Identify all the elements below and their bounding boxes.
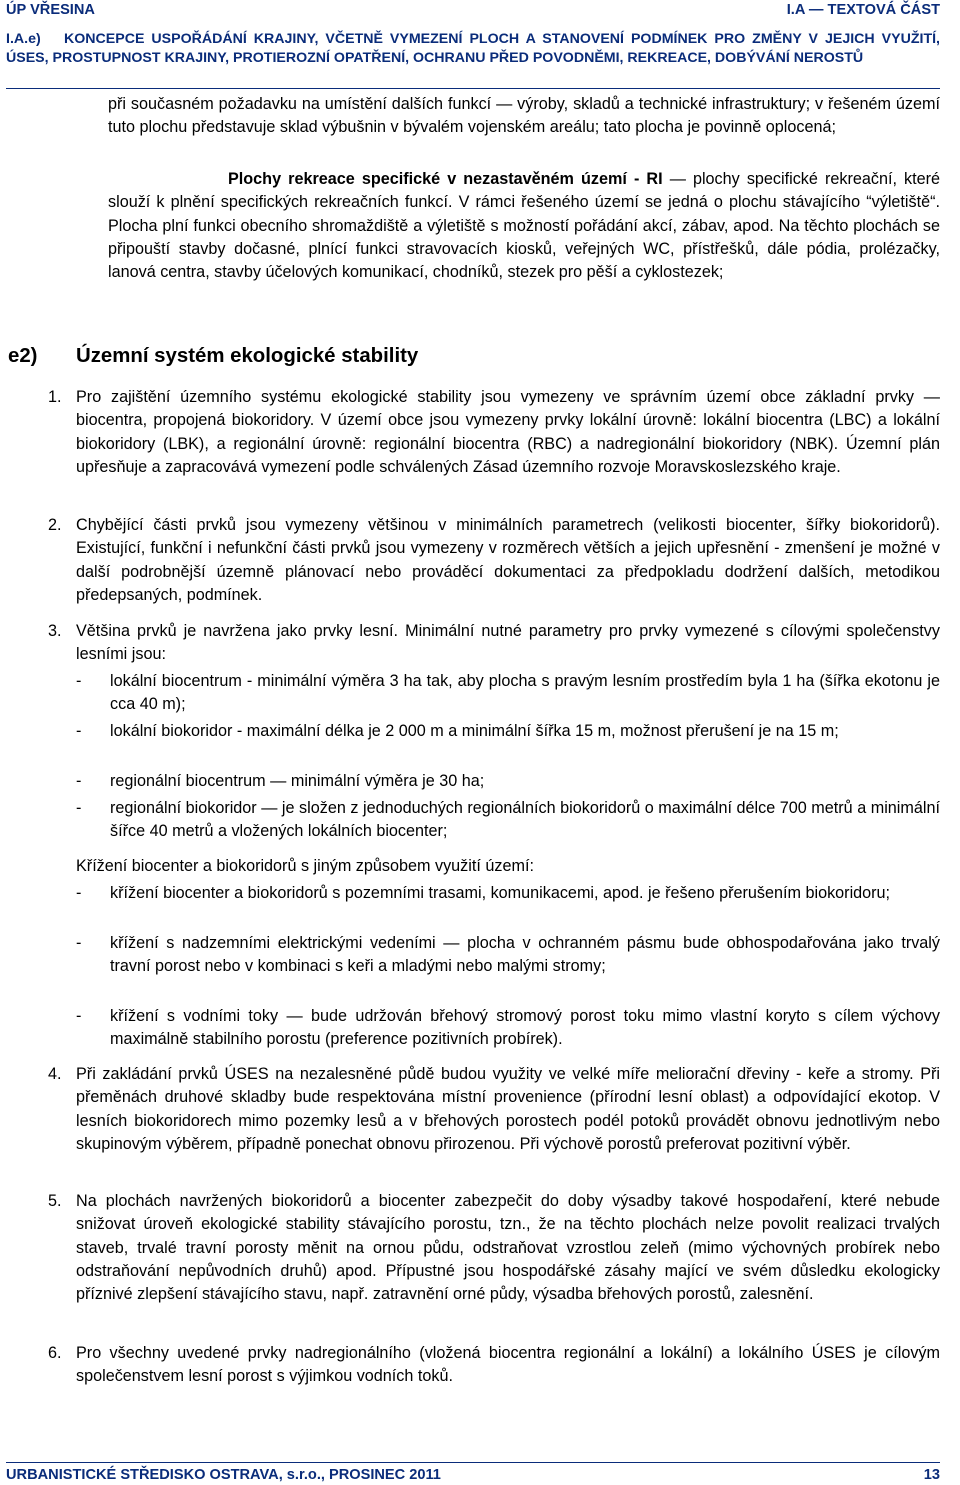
dash-item: lokální biocentrum - minimální výměra 3 ha tak, aby plocha s pravým lesním prostředím byla 1 ha (šířka ekotonu je cca 40 m); <box>110 672 940 714</box>
crossing-item: křížení s nadzemními elektrickými vedeními — plocha v ochranném pásmu bude obhospodařována jako trvalý travní porost nebo v kombinaci s keři a mladými nebo malými stromy; <box>110 934 940 976</box>
section-title: KONCEPCE USPOŘÁDÁNÍ KRAJINY, VČETNĚ VYMEZENÍ PLOCH A STANOVENÍ PODMÍNEK PRO ZMĚNY V JEJICH VYUŽITÍ, ÚSES, PROSTUPNOST KRAJINY, PROTIEROZNÍ OPATŘENÍ, OCHRANU PŘED POVODNĚMI, REKREACE, DOBÝVÁNÍ NEROSTŮ <box>6 31 940 66</box>
header-right: I.A — TEXTOVÁ ČÁST <box>786 2 940 18</box>
crossing-intro: Křížení biocenter a biokoridorů s jiným způsobem využití území: <box>76 857 534 875</box>
item-number: 6. <box>48 1344 62 1362</box>
footer-divider <box>6 1462 940 1463</box>
dash-bullet: - <box>76 934 82 952</box>
intro-paragraph-2 <box>108 168 940 284</box>
intro-paragraph-2-rest: — plochy specifické rekreační, které slouží k plnění specifických rekreačních funkcí. V rámci řešeného území se jedná o plochu stávajícího “výletiště“. Plocha plní funkci obecního shromaždiště a výletiště s možností pořádání akcí, zábav, apod. Na těchto plochách se připouští stavby dočasné, plnící funkci stravovacích kiosků, veřejných WC, přístřešků, dále pódia, prolézačky, lanová centra, stavby účelových komunikací, chodníků, stezek pro pěší a cyklostezek; <box>108 170 940 282</box>
item-1-text: Pro zajištění územního systému ekologické stability jsou vymezeny ve správním území obce základní prvky — biocentra, propojená biokoridory. V území obce jsou vymezeny prvky lokální úrovně: lokální biocentra (LBC) a lokální biokoridory (LBK), a regionální úrovně: regionální biocentra (RBC) a nadregionální biokoridory (NBK). Územní plán upřesňuje a zapracovává vymezení podle schválených Zásad územního rozvoje Moravskoslezského kraje. <box>76 388 940 476</box>
header-left: ÚP VŘESINA <box>6 2 95 18</box>
intro-paragraph-2-bold: Plochy rekreace specifické v nezastavěném území - RI <box>228 170 663 188</box>
item-3-text: Většina prvků je navržena jako prvky lesní. Minimální nutné parametry pro prvky vymezené s cílovými společenstvy lesními jsou: <box>76 622 940 664</box>
running-footer <box>6 1467 940 1483</box>
dash-bullet: - <box>76 1007 82 1025</box>
item-4-text: Při zakládání prvků ÚSES na nezalesněné půdě budou využity ve velké míře meliorační dřeviny - keře a stromy. Při přeměnách druhové skladby bude respektována místní provenience (přírodní lesní oblast) a odpovídající ekotop. V lesních biokoridorech mimo pozemky lesů a v břehových porostech podél potoků provádět obnovu jednotlivým nebo skupinovým výběrem, případně ponechat obnovu přirozenou. Při výchově porostů preferovat pozitivní výběr. <box>76 1065 940 1153</box>
item-number: 3. <box>48 622 62 640</box>
crossing-item: křížení biocenter a biokoridorů s pozemními trasami, komunikacemi, apod. je řešeno přerušením biokoridoru; <box>110 884 891 902</box>
dash-item: lokální biokoridor - maximální délka je 2 000 m a minimální šířka 15 m, možnost přerušení je na 15 m; <box>110 722 839 740</box>
item-2-text: Chybějící části prvků jsou vymezeny většinou v minimálních parametrech (velikosti biocenter, šířky biokoridorů). Existující, funkční i nefunkční části prvků jsou vymezeny v rozměrech větších a jejich upřesnění - zmenšení je možné v další podrobnější územně plánovací nebo prováděcí dokumentaci za předpokladu dodržení dalších, metodikou předepsaných, podmínek. <box>76 516 940 604</box>
intro-paragraph-1: při současném požadavku na umístění dalších funkcí — výroby, skladů a technické infrastruktury; v řešeném území tuto plochu představuje sklad výbušnin v bývalém vojenském areálu; tato plocha je povinně oplocená; <box>108 95 940 137</box>
item-number: 4. <box>48 1065 62 1083</box>
item-number: 2. <box>48 516 62 534</box>
section-e2-number: e2) <box>8 345 38 367</box>
item-5-text: Na plochách navržených biokoridorů a biocenter zabezpečit do doby výsadby takové hospodaření, které nebude snižovat úroveň ekologické stability stávajícího porostu, tzn., že na těchto plochách nelze povolit realizaci trvalých staveb, trvalé travní porosty měnit na ornou půdu, odstraňovat vzrostlou zeleň (mimo výchovných probírek nebo odstraňování nepůvodních druhů) apod. Přípustné jsou hospodářské zásahy mající ve svém důsledku ekologicky příznivé zlepšení stávajícího stavu, např. zatravnění orné půdy, výsadba břehových porostů, zalesnění. <box>76 1192 940 1304</box>
item-number: 1. <box>48 388 62 406</box>
item-6-text: Pro všechny uvedené prvky nadregionálního (vložená biocentra regionální a lokální) a lokálního ÚSES je cílovým společenstvem lesní porost s výjimkou vodních toků. <box>76 1344 940 1386</box>
header-divider <box>6 88 940 89</box>
item-number: 5. <box>48 1192 62 1210</box>
page-number: 13 <box>923 1467 940 1483</box>
section-e2-title: Územní systém ekologické stability <box>76 345 419 367</box>
dash-bullet: - <box>76 772 82 790</box>
running-header <box>6 2 940 22</box>
section-code: I.A.e) <box>6 31 41 47</box>
crossing-item: křížení s vodními toky — bude udržován břehový stromový porost toku mimo vlastní koryto s cílem výchovy maximálně stabilního porostu (preference pozitivních probírek). <box>110 1007 940 1049</box>
dash-item: regionální biocentrum — minimální výměra je 30 ha; <box>110 772 485 790</box>
dash-bullet: - <box>76 672 82 690</box>
dash-bullet: - <box>76 722 82 740</box>
dash-bullet: - <box>76 884 82 902</box>
dash-bullet: - <box>76 799 82 817</box>
section-heading <box>6 30 940 67</box>
footer-left: URBANISTICKÉ STŘEDISKO OSTRAVA, s.r.o., PROSINEC 2011 <box>6 1467 441 1483</box>
dash-item: regionální biokoridor — je složen z jednoduchých regionálních biokoridorů o maximální délce 700 metrů a minimální šířce 40 metrů a vložených lokálních biocenter; <box>110 799 940 841</box>
